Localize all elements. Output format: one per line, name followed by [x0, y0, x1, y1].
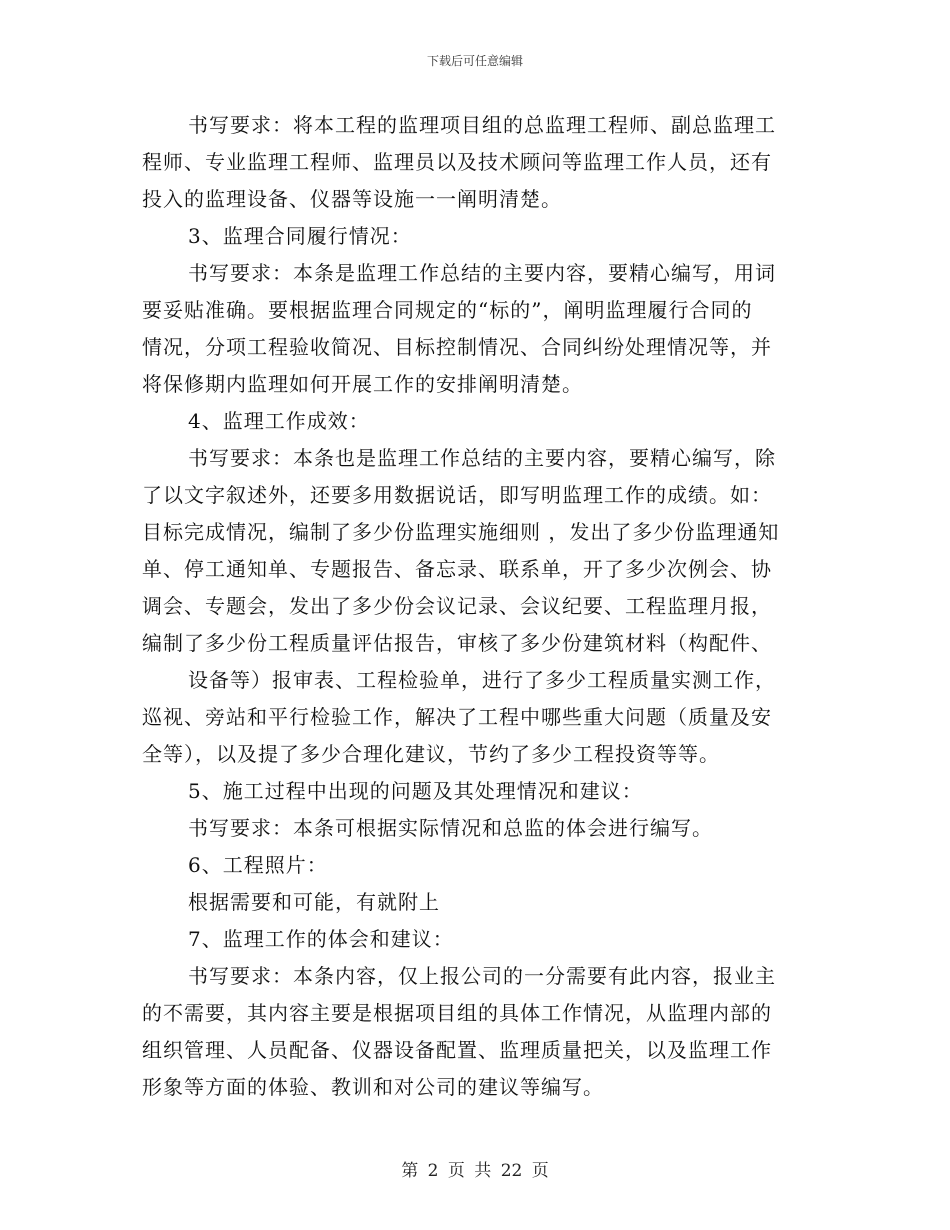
text-line: 单、停工通知单、专题报告、备忘录、联系单，开了多少次例会、协: [142, 557, 772, 581]
text-line: 情况，分项工程验收简况、目标控制情况、合同纠纷处理情况等，并: [142, 335, 772, 359]
text-line: 程师、专业监理工程师、监理员以及技术顾问等监理工作人员，还有: [142, 150, 772, 174]
page-header: 下载后可任意编辑: [426, 54, 523, 68]
text-line: 设备等）报审表、工程检验单，进行了多少工程质量实测工作，: [188, 668, 776, 692]
text-line: 巡视、旁站和平行检验工作，解决了工程中哪些重大问题（质量及安: [142, 705, 772, 729]
text-line: 书写要求：本条是监理工作总结的主要内容，要精心编写，用词: [188, 261, 776, 285]
text-line: 根据需要和可能，有就附上: [188, 890, 440, 914]
text-line: 了以文字叙述外，还要多用数据说话，即写明监理工作的成绩。如：: [142, 483, 772, 507]
text-line: 全等），以及提了多少合理化建议，节约了多少工程投资等等。: [142, 742, 720, 766]
text-line: 书写要求：本条也是监理工作总结的主要内容，要精心编写，除: [188, 446, 776, 470]
section-heading: 3、监理合同履行情况：: [188, 224, 412, 248]
section-heading: 6、工程照片：: [188, 853, 328, 877]
section-heading: 5、施工过程中出现的问题及其处理情况和建议：: [188, 779, 643, 803]
text-line: 将保修期内监理如何开展工作的安排阐明清楚。: [142, 372, 583, 396]
section-heading: 7、监理工作的体会和建议：: [188, 927, 454, 951]
section-heading: 4、监理工作成效：: [188, 409, 370, 433]
text-line: 调会、专题会，发出了多少份会议记录、会议纪要、工程监理月报，: [142, 594, 772, 618]
text-line: 书写要求：本条内容，仅上报公司的一分需要有此内容，报业主: [188, 964, 776, 988]
text-line: 投入的监理设备、仪器等设施一一阐明清楚。: [142, 187, 562, 211]
text-line: 编制了多少份工程质量评估报告，审核了多少份建筑材料（构配件、: [142, 631, 772, 655]
text-line: 要妥贴准确。要根据监理合同规定的“标的”，阐明监理履行合同的: [142, 298, 753, 322]
text-line: 目标完成情况，编制了多少份监理实施细则 ，发出了多少份监理通知: [142, 520, 780, 544]
text-line: 书写要求：将本工程的监理项目组的总监理工程师、副总监理工: [188, 113, 776, 137]
page-number: 第 2 页 共 22 页: [401, 1161, 549, 1181]
text-line: 组织管理、人员配备、仪器设备配置、监理质量把关，以及监理工作: [142, 1038, 772, 1062]
text-line: 书写要求：本条可根据实际情况和总监的体会进行编写。: [188, 816, 713, 840]
text-line: 形象等方面的体验、教训和对公司的建议等编写。: [142, 1075, 604, 1099]
text-line: 的不需要，其内容主要是根据项目组的具体工作情况，从监理内部的: [142, 1001, 772, 1025]
